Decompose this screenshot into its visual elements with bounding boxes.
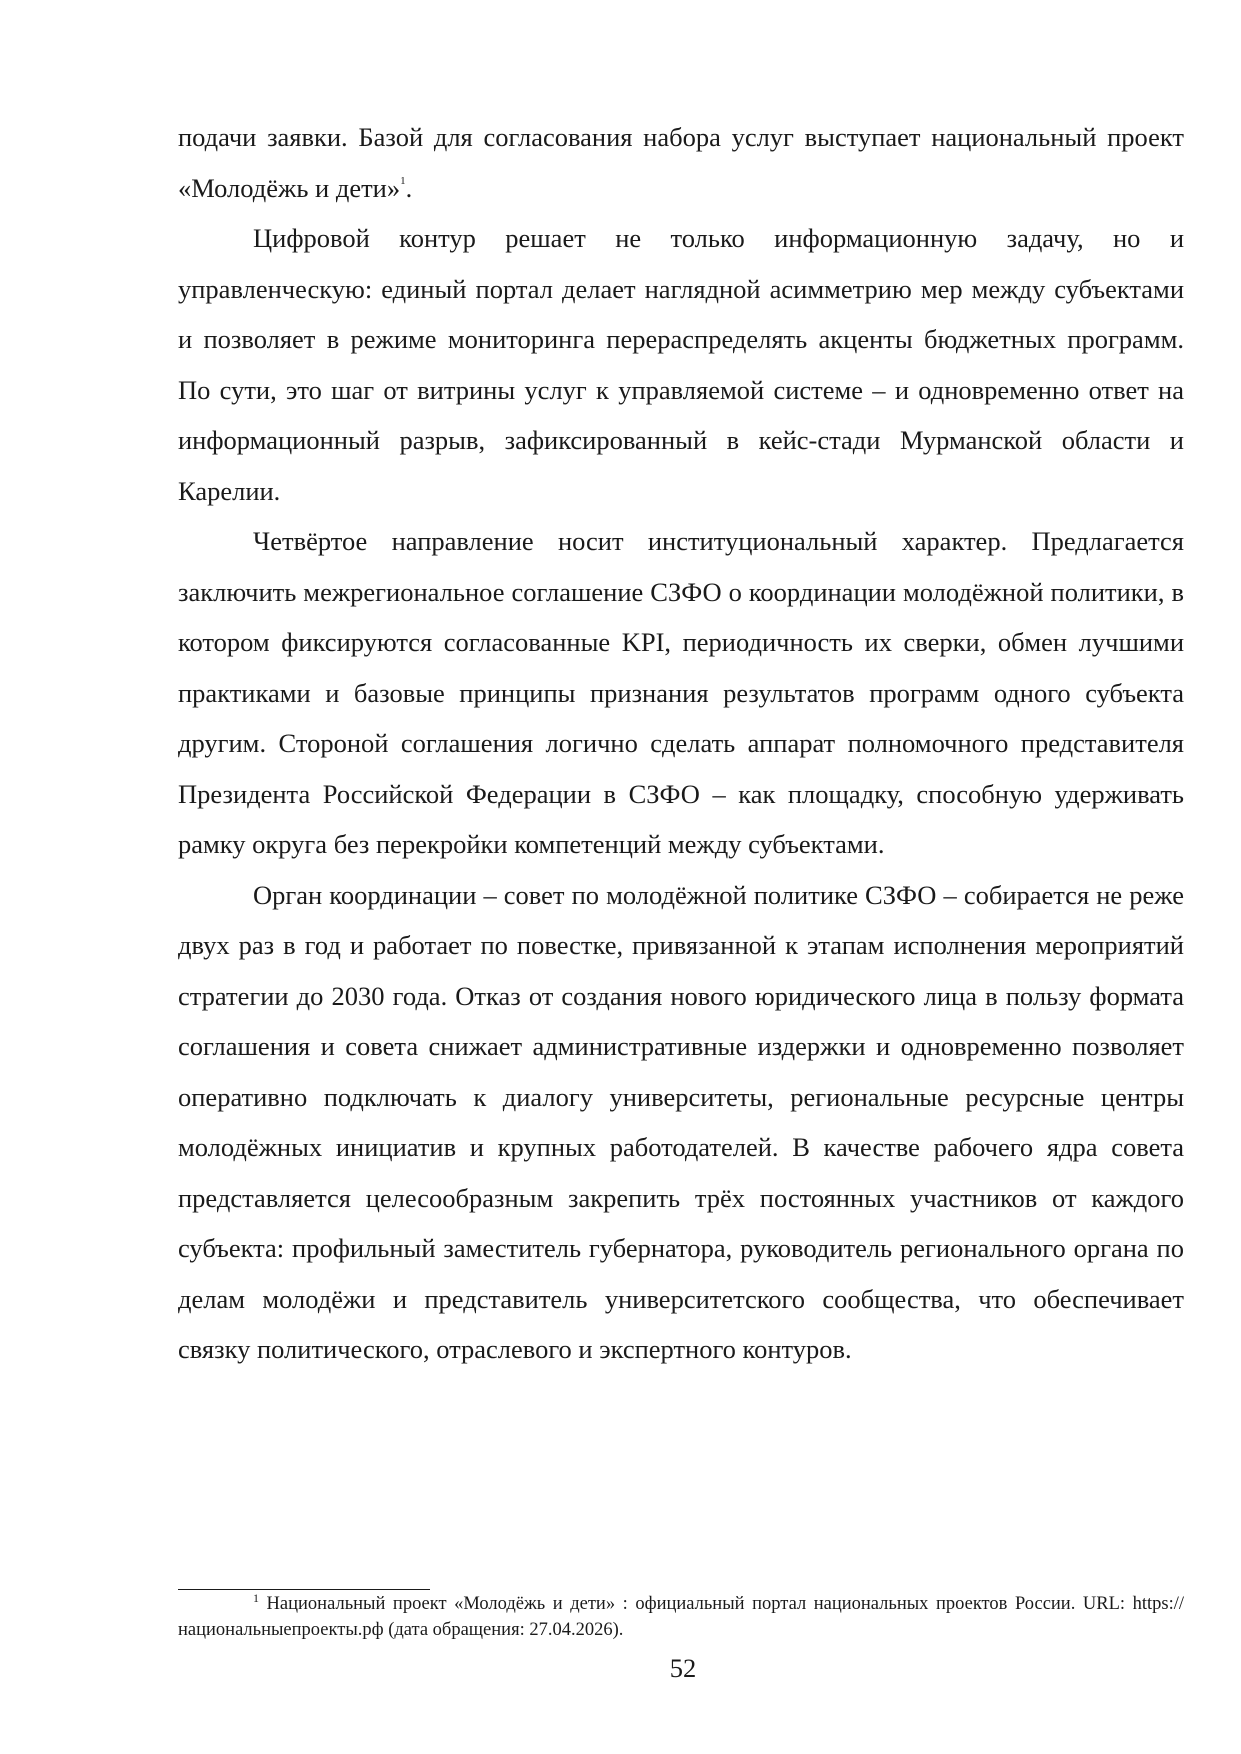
paragraph-text: подачи заявки. Базой для согласования набора услуг выступает национальный проект «Молодёжь и дети» xyxy=(178,122,1184,203)
page-number: 52 xyxy=(669,1653,697,1683)
footnote-text: Национальный проект «Молодёжь и дети» : официальный портал национальных проектов России. URL: https://национальныепроекты.рф (дата обращения: 27.04.2026). xyxy=(178,1594,1184,1640)
document-body xyxy=(178,112,1184,1375)
paragraph-digital-contour: Цифровой контур решает не только информационную задачу, но и управленческую: единый портал делает наглядной асимметрию мер между субъектами и позволяет в режиме мониторинга перераспределять акценты бюджетных программ. По сути, это шаг от витрины услуг к управляемой системе – и одновременно ответ на информационный разрыв, зафиксированный в кейс-стади Мурманской области и Карелии. xyxy=(178,223,1184,506)
paragraph-continuation xyxy=(178,112,1184,213)
footnote-reference[interactable]: 1 xyxy=(400,174,406,187)
footnote xyxy=(178,1591,1184,1643)
footnote-number: 1 xyxy=(253,1591,259,1605)
paragraph-coordination-body: Орган координации – совет по молодёжной политике СЗФО – собирается не реже двух раз в год и работает по повестке, привязанной к этапам исполнения мероприятий стратегии до 2030 года. Отказ от создания нового юридического лица в пользу формата соглашения и совета снижает административные издержки и одновременно позволяет оперативно подключать к диалогу университеты, региональные ресурсные центры молодёжных инициатив и крупных работодателей. В качестве рабочего ядра совета представляется целесообразным закрепить трёх постоянных участников от каждого субъекта: профильный заместитель губернатора, руководитель регионального органа по делам молодёжи и представитель университетского сообщества, что обеспечивает связку политического, отраслевого и экспертного контуров. xyxy=(178,879,1184,1364)
paragraph-fourth-direction: Четвёртое направление носит институциональный характер. Предлагается заключить межрегиональное соглашение СЗФО о координации молодёжной политики, в котором фиксируются согласованные KPI, периодичность их сверки, обмен лучшими практиками и базовые принципы признания результатов программ одного субъекта другим. Стороной соглашения логично сделать аппарат полномочного представителя Президента Российской Федерации в СЗФО – как площадку, способную удерживать рамку округа без перекройки компетенций между субъектами. xyxy=(178,526,1184,859)
footnote-separator xyxy=(178,1589,430,1590)
paragraph-text-end: . xyxy=(405,172,413,203)
